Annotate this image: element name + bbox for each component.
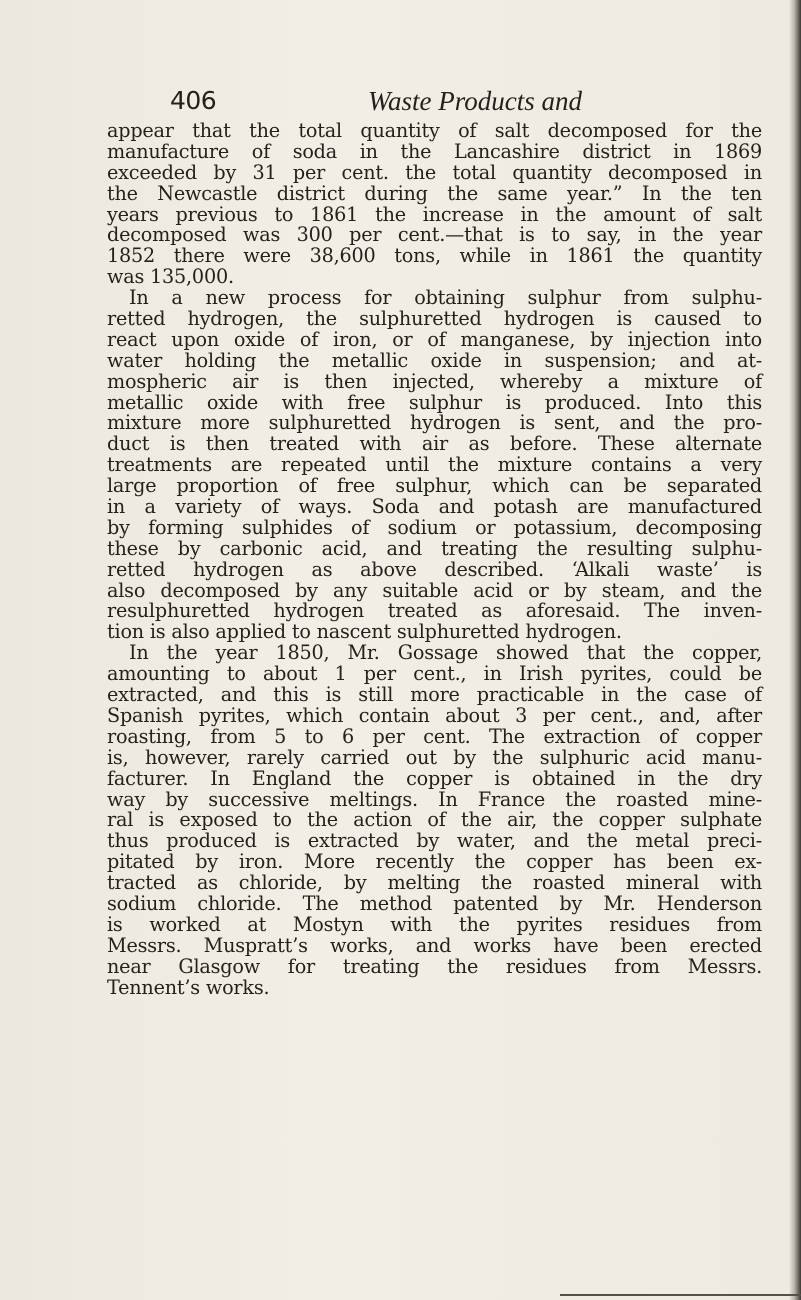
text-line: sodium chloride. The method patented by Mr. Henderson (107, 891, 762, 915)
text-line: was 135,000. (107, 265, 234, 289)
page-bottom-edge (560, 1294, 801, 1296)
text-line: these by carbonic acid, and treating the resulting sulphu- (107, 536, 762, 560)
text-line: facturer. In England the copper is obtained in the dry (107, 766, 762, 790)
text-line: exceeded by 31 per cent. the total quantity decomposed in (107, 160, 762, 184)
page-header (170, 86, 690, 120)
text-line: large proportion of free sulphur, which can be separated (107, 474, 762, 498)
text-line: mixture more sulphuretted hydrogen is sent, and the pro- (107, 411, 762, 435)
text-line: pitated by iron. More recently the copper has been ex- (107, 850, 762, 874)
text-line: extracted, and this is still more practicable in the case of (107, 683, 762, 707)
page-number: 406 (170, 86, 217, 115)
text-line: decomposed was 300 per cent.—that is to say, in the year (107, 223, 762, 247)
text-line: metallic oxide with free sulphur is produced. Into this (107, 390, 762, 414)
text-line: near Glasgow for treating the residues from Messrs. (107, 954, 762, 978)
paragraph-first-line: In a new process for obtaining sulphur from sulphu- (129, 286, 762, 310)
text-line: retted hydrogen as above described. ‘Alkali waste’ is (107, 557, 762, 581)
text-line: water holding the metallic oxide in suspension; and at- (107, 348, 762, 372)
text-line: manufacture of soda in the Lancashire district in 1869 (107, 139, 762, 163)
text-line: amounting to about 1 per cent., in Irish pyrites, could be (107, 662, 762, 686)
text-line: way by successive meltings. In France the roasted mine- (107, 787, 762, 811)
body-text (107, 121, 762, 998)
paragraph-first-line: In the year 1850, Mr. Gossage showed that the copper, (129, 641, 762, 665)
text-line: mospheric air is then injected, whereby a mixture of (107, 369, 762, 393)
text-line: retted hydrogen, the sulphuretted hydrogen is caused to (107, 307, 762, 331)
text-line: is, however, rarely carried out by the sulphuric acid manu- (107, 745, 762, 769)
text-line: ral is exposed to the action of the air, the copper sulphate (107, 808, 762, 832)
text-line: Spanish pyrites, which contain about 3 per cent., and, after (107, 703, 762, 727)
text-line: also decomposed by any suitable acid or by steam, and the (107, 578, 762, 602)
text-line: react upon oxide of iron, or of manganese, by injection into (107, 327, 762, 351)
text-line: tracted as chloride, by melting the roasted mineral with (107, 871, 762, 895)
text-line: in a variety of ways. Soda and potash are manufactured (107, 495, 762, 519)
running-title: Waste Products and (368, 86, 582, 116)
text-line: Tennent’s works. (107, 975, 270, 999)
text-line: appear that the total quantity of salt decomposed for the (107, 119, 762, 142)
text-line: thus produced is extracted by water, and the metal preci- (107, 829, 762, 853)
text-line: tion is also applied to nascent sulphuretted hydrogen. (107, 620, 622, 644)
text-line: is worked at Mostyn with the pyrites residues from (107, 912, 762, 936)
page-edge-shadow (789, 0, 801, 1300)
text-line: duct is then treated with air as before. These alternate (107, 432, 762, 456)
text-line: roasting, from 5 to 6 per cent. The extraction of copper (107, 724, 762, 748)
text-line: the Newcastle district during the same year.” In the ten (107, 181, 762, 205)
text-line: resulphuretted hydrogen treated as aforesaid. The inven- (107, 599, 762, 623)
text-line: by forming sulphides of sodium or potassium, decomposing (107, 515, 762, 539)
text-line: treatments are repeated until the mixture contains a very (107, 453, 762, 477)
text-line: years previous to 1861 the increase in the amount of salt (107, 202, 762, 226)
text-line: Messrs. Muspratt’s works, and works have been erected (107, 933, 762, 957)
text-line: 1852 there were 38,600 tons, while in 1861 the quantity (107, 244, 762, 268)
